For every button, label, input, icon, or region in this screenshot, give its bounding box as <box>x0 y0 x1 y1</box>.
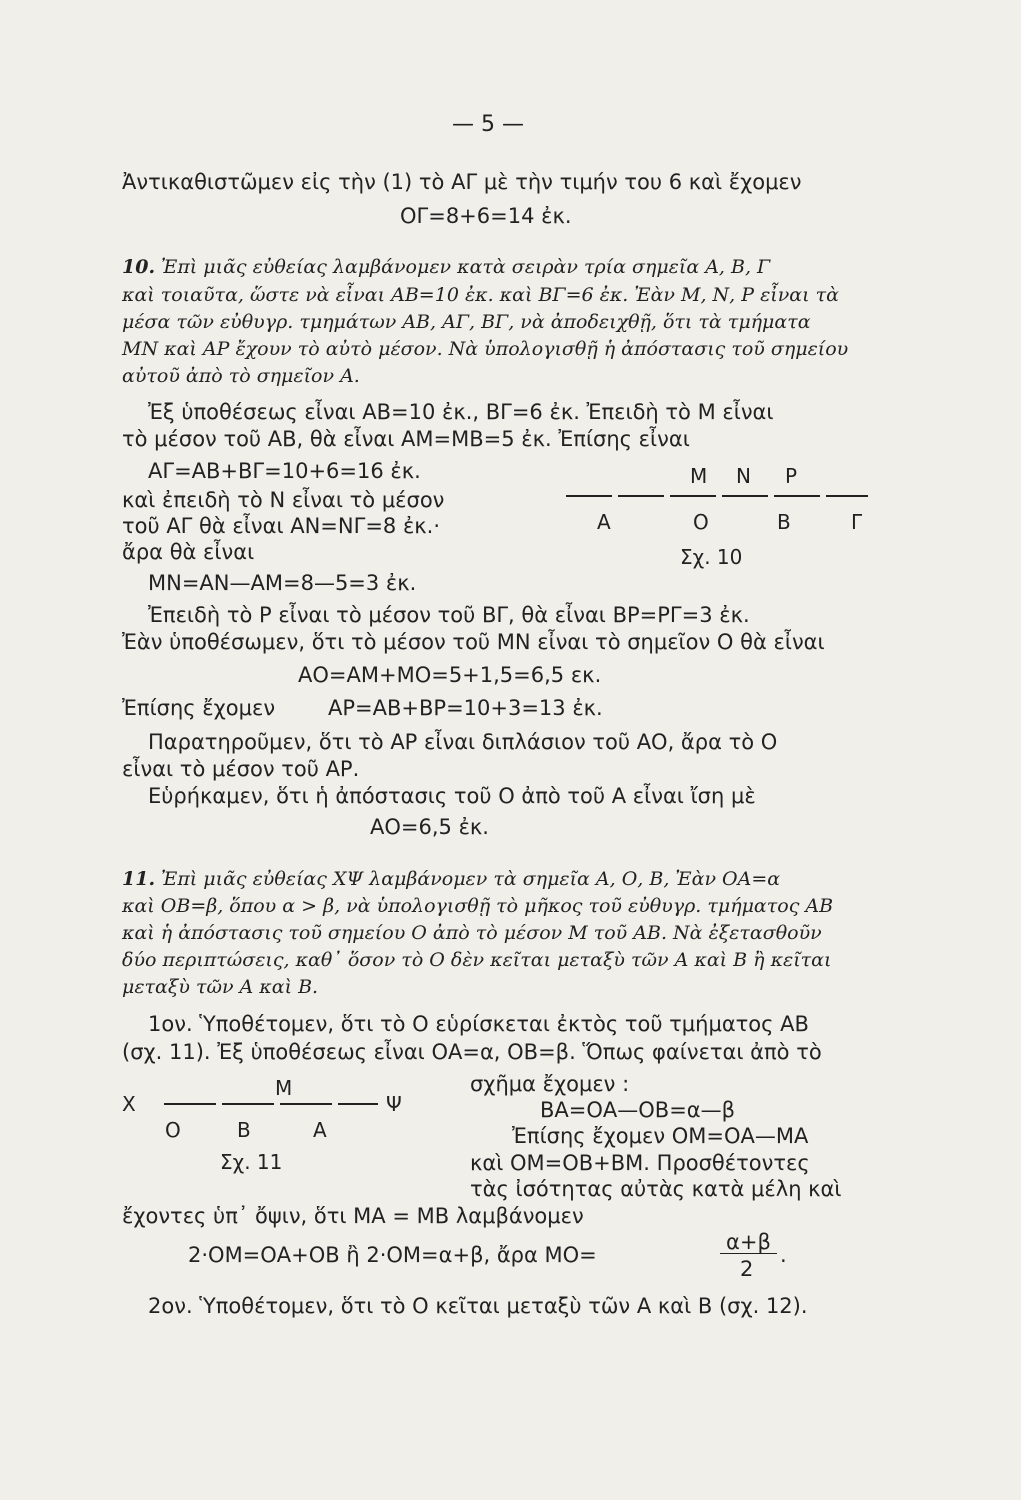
intro-equation: ΟΓ=8+6=14 ἐκ. <box>400 204 572 228</box>
solution-11-line-5: καὶ ΟΜ=ΟΒ+ΒΜ. Προσθέτοντες <box>470 1151 810 1175</box>
problem-10-line-3: μέσα τῶν εὐθυγρ. τμημάτων ΑΒ, ΑΓ, ΒΓ, νὰ ἀποδειχθῇ, ὅτι τὰ τμήματα <box>122 311 811 333</box>
figure-11-label-o: Ο <box>165 1118 181 1142</box>
figure-11-label-b: Β <box>237 1118 251 1142</box>
solution-10-line-4: τοῦ ΑΓ θὰ εἶναι ΑΝ=ΝΓ=8 ἐκ.· <box>122 514 441 538</box>
solution-10-line-2: τὸ μέσον τοῦ ΑΒ, θὰ εἶναι ΑΜ=ΜΒ=5 ἐκ. Ἐπίσης εἶναι <box>122 427 690 451</box>
solution-10-eq-mn: ΜΝ=ΑΝ—ΑΜ=8—5=3 ἐκ. <box>148 571 417 595</box>
figure-11-label-x: Χ <box>122 1092 136 1116</box>
solution-10-eq-ao: ΑΟ=ΑΜ+ΜΟ=5+1,5=6,5 εκ. <box>298 663 602 687</box>
problem-11-line-2: καὶ ΟΒ=β, ὅπου α > β, νὰ ὑπολογισθῇ τὸ μῆκος τοῦ εὐθυγρ. τμήματος ΑΒ <box>122 895 834 917</box>
figure-10-label-n: Ν <box>736 464 751 488</box>
figure-10-label-g: Γ <box>851 510 863 534</box>
solution-11-line-6: τὰς ἰσότητας αὐτὰς κατὰ μέλη καὶ <box>470 1177 842 1201</box>
solution-11-line-1: 1ον. Ὑποθέτομεν, ὅτι τὸ Ο εὑρίσκεται ἐκτὸς τοῦ τμήματος ΑΒ <box>148 1012 809 1036</box>
figure-11-label-a: Α <box>313 1118 327 1142</box>
figure-11-label-psi: Ψ <box>386 1092 402 1116</box>
solution-10-line-5: ἄρα θὰ εἶναι <box>122 540 255 564</box>
solution-10-eq-ap: ΑΡ=ΑΒ+ΒΡ=10+3=13 ἐκ. <box>328 696 603 720</box>
problem-10-line-5: αὐτοῦ ἀπὸ τὸ σημεῖον Α. <box>122 365 360 387</box>
problem-11-number: 11. <box>122 868 156 890</box>
problem-10-line-2: καὶ τοιαῦτα, ὥστε νὰ εἶναι ΑΒ=10 ἐκ. καὶ ΒΓ=6 ἐκ. Ἐὰν Μ, Ν, Ρ εἶναι τὰ <box>122 284 839 306</box>
solution-10-line-1: Ἐξ ὑποθέσεως εἶναι ΑΒ=10 ἐκ., ΒΓ=6 ἐκ. Ἐπειδὴ τὸ Μ εἶναι <box>148 400 774 424</box>
solution-11-second-case: 2ον. Ὑποθέτομεν, ὅτι τὸ Ο κεῖται μεταξὺ τῶν Α καὶ Β (σχ. 12). <box>148 1294 808 1318</box>
figure-10-label-b: Β <box>777 510 791 534</box>
fraction-numerator: α+β <box>720 1231 777 1254</box>
problem-11-line-1: 11. Ἐπὶ μιᾶς εὐθείας ΧΨ λαμβάνομεν τὰ σημεῖα Α, Ο, Β, Ἐὰν ΟΑ=α <box>122 868 781 890</box>
problem-11-line-4: δύο περιπτώσεις, καθ᾽ ὅσον τὸ Ο δὲν κεῖται μεταξὺ τῶν Α καὶ Β ἢ κεῖται <box>122 949 832 971</box>
page-number: — 5 — <box>452 112 524 137</box>
solution-11-line-4: Ἐπίσης ἔχομεν ΟΜ=ΟΑ—ΜΑ <box>512 1124 809 1148</box>
solution-11-line-2: (σχ. 11). Ἐξ ὑποθέσεως εἶναι ΟΑ=α, ΟΒ=β. Ὅπως φαίνεται ἀπὸ τὸ <box>122 1040 822 1064</box>
solution-10-eq-ag: ΑΓ=ΑΒ+ΒΓ=10+6=16 ἐκ. <box>148 459 421 483</box>
figure-10-label-a: Α <box>597 510 611 534</box>
fraction-denominator: 2 <box>740 1257 754 1281</box>
solution-10-also-label: Ἐπίσης ἔχομεν <box>122 696 276 720</box>
solution-11-line-3: σχῆμα ἔχομεν : <box>470 1072 630 1096</box>
figure-10-label-p: Ρ <box>785 464 798 488</box>
problem-10-line-4: ΜΝ καὶ ΑΡ ἔχουν τὸ αὐτὸ μέσον. Νὰ ὑπολογισθῇ ἡ ἀπόστασις τοῦ σημείου <box>122 338 849 360</box>
solution-10-line-9: εἶναι τὸ μέσον τοῦ ΑΡ. <box>122 757 360 781</box>
solution-10-line-8: Παρατηροῦμεν, ὅτι τὸ ΑΡ εἶναι διπλάσιον τοῦ ΑΟ, ἄρα τὸ Ο <box>148 730 778 754</box>
intro-text: Ἀντικαθιστῶμεν εἰς τὴν (1) τὸ ΑΓ μὲ τὴν τιμήν του 6 καὶ ἔχομεν <box>122 170 802 194</box>
figure-11-label-m: Μ <box>275 1076 293 1100</box>
problem-10-line-1: 10. Ἐπὶ μιᾶς εὐθείας λαμβάνομεν κατὰ σειρὰν τρία σημεῖα Α, Β, Γ <box>122 256 771 278</box>
solution-11-line-7: ἔχοντες ὑπ᾽ ὄψιν, ὅτι ΜΑ = ΜΒ λαμβάνομεν <box>122 1204 584 1228</box>
figure-10-caption: Σχ. 10 <box>680 545 743 569</box>
solution-10-final: ΑΟ=6,5 ἐκ. <box>370 815 489 839</box>
solution-10-line-3: καὶ ἐπειδὴ τὸ Ν εἶναι τὸ μέσον <box>122 488 445 512</box>
solution-11-eq-ba: ΒΑ=ΟΑ—ΟΒ=α—β <box>540 1098 736 1122</box>
problem-11-line-3: καὶ ἡ ἀπόστασις τοῦ σημείου Ο ἀπὸ τὸ μέσον Μ τοῦ ΑΒ. Νὰ ἐξετασθοῦν <box>122 922 822 944</box>
figure-11-caption: Σχ. 11 <box>220 1150 283 1174</box>
solution-10-line-6: Ἐπειδὴ τὸ Ρ εἶναι τὸ μέσον τοῦ ΒΓ, θὰ εἶναι ΒΡ=ΡΓ=3 ἐκ. <box>148 603 750 627</box>
figure-10-label-o: Ο <box>693 510 709 534</box>
fraction-period: . <box>780 1243 787 1267</box>
solution-10-line-10: Εὑρήκαμεν, ὅτι ἡ ἀπόστασις τοῦ Ο ἀπὸ τοῦ Α εἶναι ἴση μὲ <box>148 784 756 808</box>
problem-10-number: 10. <box>122 256 156 278</box>
figure-10-label-m: Μ <box>690 464 708 488</box>
solution-10-line-7: Ἐὰν ὑποθέσωμεν, ὅτι τὸ μέσον τοῦ ΜΝ εἶναι τὸ σημεῖον Ο θὰ εἶναι <box>122 630 825 654</box>
solution-11-eq-final: 2·ΟΜ=ΟΑ+ΟΒ ἢ 2·ΟΜ=α+β, ἄρα ΜΟ= <box>188 1243 597 1267</box>
problem-11-line-5: μεταξὺ τῶν Α καὶ Β. <box>122 976 319 998</box>
